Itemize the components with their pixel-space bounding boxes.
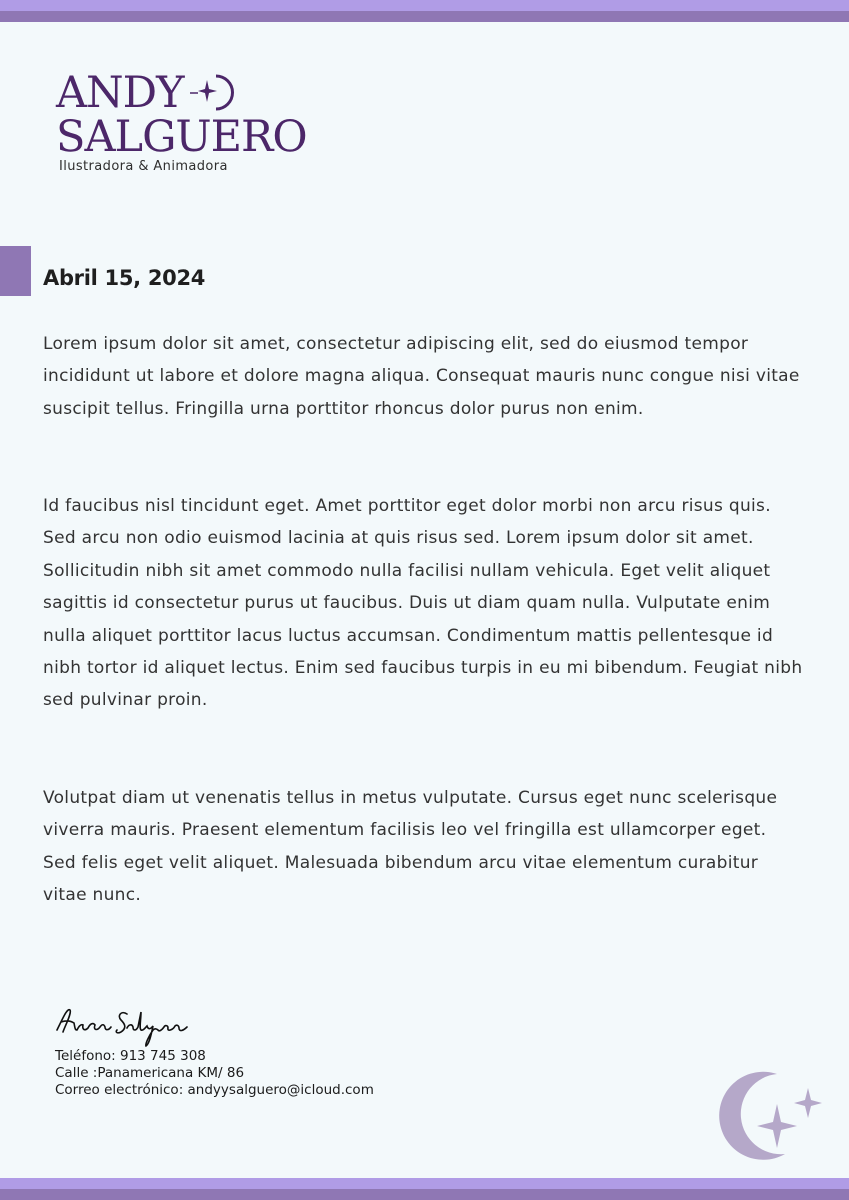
letter-date: Abril 15, 2024 [43, 266, 206, 290]
logo-name-line-2: SALGUERO [56, 112, 307, 162]
letter-paragraph-1: Lorem ipsum dolor sit amet, consectetur adipiscing elit, sed do eiusmod tempor incididunt ut labore et dolore magna aliqua. Consequat mauris nunc congue nisi vitae suscipit tellus. Fringilla urna porttitor rhoncus dolor purus non enim. [43, 334, 800, 419]
contact-email: Correo electrónico: andyysalguero@icloud.com [55, 1082, 374, 1098]
tagline: Ilustradora & Animadora [59, 159, 228, 174]
handwritten-signature [55, 1004, 195, 1052]
letter-paragraph-3: Volutpat diam ut venenatis tellus in metus vulputate. Cursus eget nunc scelerisque viverra mauris. Praesent elementum facilisis leo vel fringilla est ullamcorper eget. Sed felis eget velit aliquet. Malesuada bibendum arcu vitae elementum curabitur vitae nunc. [43, 788, 778, 906]
logo [56, 68, 307, 162]
top-decorative-band [0, 0, 849, 22]
logo-name-first: ANDY [56, 68, 184, 118]
letter-paragraph-2: Id faucibus nisl tincidunt eget. Amet porttitor eget dolor morbi non arcu risus quis. Sed arcu non odio euismod lacinia at quis risus sed. Lorem ipsum dolor sit amet. Sollicitudin nibh sit amet commodo nulla facilisi nullam vehicula. Eget velit aliquet sagittis id consectetur purus ut faucibus. Duis ut diam quam nulla. Vulputate enim nulla aliquet porttitor lacus luctus accumsan. Condimentum mattis pellentesque id nibh tortor id aliquet lectus. Enim sed faucibus turpis in eu mi bibendum. Feugiat nibh sed pulvinar proin. [43, 496, 803, 711]
contact-info [55, 1048, 374, 1099]
contact-street: Calle :Panamericana KM/ 86 [55, 1065, 245, 1081]
crescent-moon-stars-icon [705, 1066, 825, 1166]
bottom-band-inner-stripe [0, 1178, 849, 1189]
date-marker-bar [0, 246, 31, 296]
contact-phone: Teléfono: 913 745 308 [55, 1048, 206, 1064]
top-band-inner-stripe [0, 11, 849, 22]
bottom-decorative-band [0, 1178, 849, 1200]
